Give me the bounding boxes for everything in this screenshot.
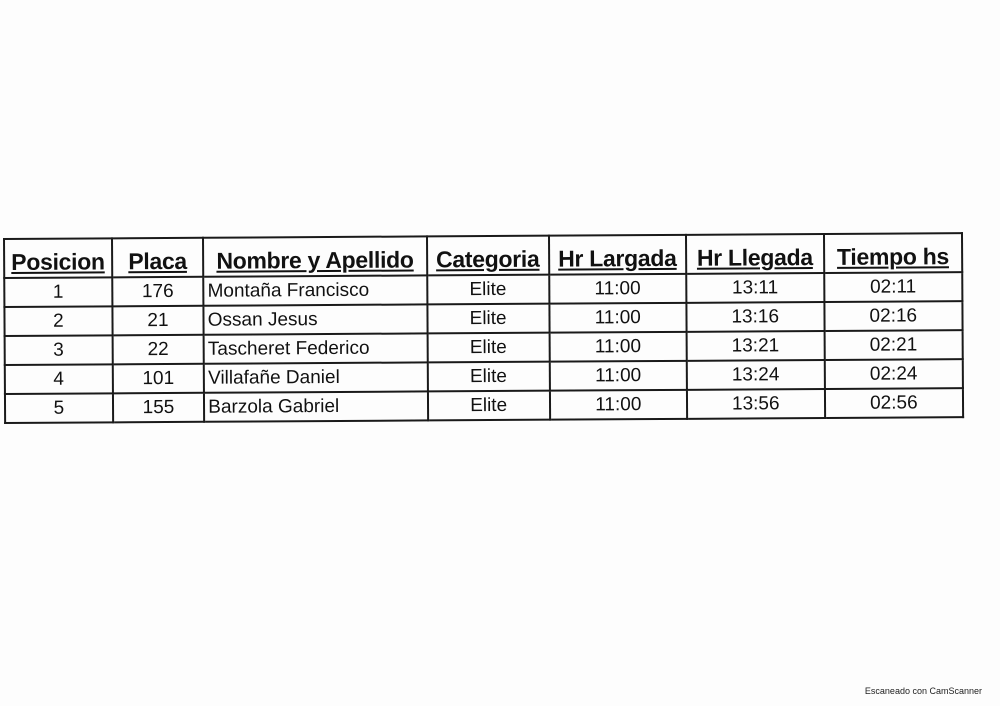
cell-nombre: Montaña Francisco <box>203 275 427 305</box>
cell-hr-largada: 11:00 <box>549 332 686 362</box>
cell-nombre: Tascheret Federico <box>204 333 428 363</box>
cell-posicion: 5 <box>5 393 113 423</box>
cell-hr-largada: 11:00 <box>549 274 686 304</box>
scanner-watermark: Escaneado con CamScanner <box>864 686 982 696</box>
cell-nombre: Barzola Gabriel <box>204 391 428 421</box>
cell-placa: 155 <box>113 393 205 423</box>
cell-hr-llegada: 13:24 <box>687 360 825 390</box>
cell-categoria: Elite <box>427 304 549 334</box>
cell-hr-llegada: 13:56 <box>687 389 825 419</box>
cell-posicion: 1 <box>4 277 112 307</box>
cell-tiempo: 02:21 <box>824 330 963 360</box>
cell-categoria: Elite <box>427 391 549 421</box>
cell-tiempo: 02:56 <box>825 388 964 418</box>
header-hr-largada: Hr Largada <box>549 235 686 275</box>
cell-categoria: Elite <box>427 275 549 305</box>
header-tiempo: Tiempo hs <box>824 233 963 273</box>
cell-nombre: Ossan Jesus <box>204 304 428 334</box>
cell-placa: 22 <box>112 335 204 365</box>
cell-placa: 101 <box>112 364 204 394</box>
results-table <box>3 232 964 424</box>
cell-categoria: Elite <box>427 333 549 363</box>
cell-hr-llegada: 13:21 <box>686 331 824 361</box>
cell-hr-largada: 11:00 <box>549 303 686 333</box>
cell-hr-llegada: 13:11 <box>686 273 824 303</box>
cell-posicion: 3 <box>5 335 113 365</box>
cell-placa: 21 <box>112 306 204 336</box>
cell-hr-largada: 11:00 <box>550 390 687 420</box>
cell-hr-largada: 11:00 <box>549 361 686 391</box>
cell-tiempo: 02:16 <box>824 301 963 331</box>
header-nombre: Nombre y Apellido <box>203 236 427 276</box>
cell-hr-llegada: 13:16 <box>686 302 824 332</box>
cell-posicion: 2 <box>4 306 112 336</box>
cell-placa: 176 <box>112 277 204 307</box>
cell-tiempo: 02:24 <box>824 359 963 389</box>
header-posicion: Posicion <box>4 238 112 278</box>
header-hr-llegada: Hr Llegada <box>686 234 824 274</box>
header-placa: Placa <box>112 238 204 278</box>
table-row <box>5 388 963 423</box>
cell-categoria: Elite <box>427 362 549 392</box>
cell-nombre: Villafañe Daniel <box>204 362 428 392</box>
header-categoria: Categoria <box>427 236 549 276</box>
table-header-row <box>4 233 962 278</box>
cell-tiempo: 02:11 <box>824 272 963 302</box>
cell-posicion: 4 <box>5 364 113 394</box>
